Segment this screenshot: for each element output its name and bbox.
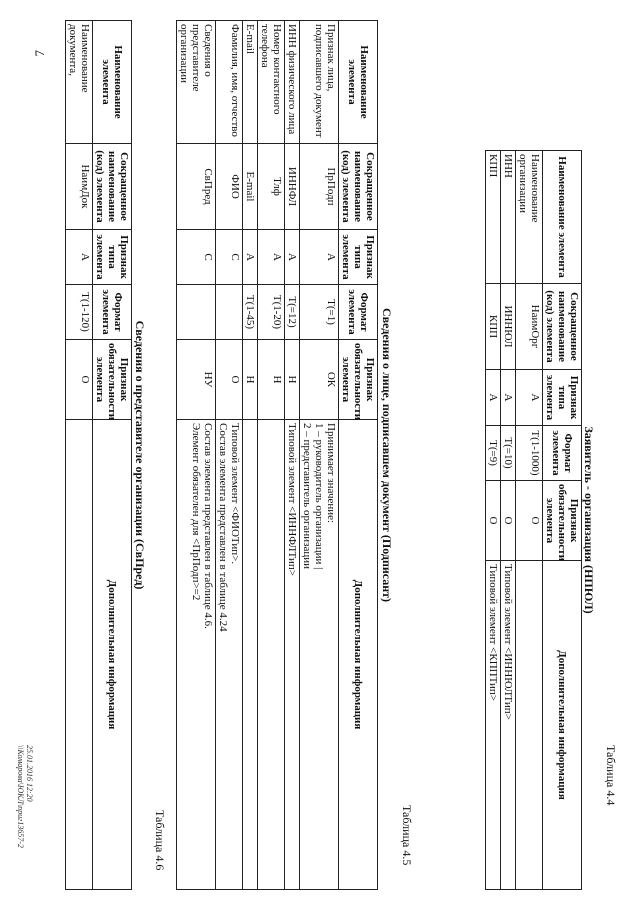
table-row [285,21,300,890]
table-row [177,21,216,890]
header-format: Формат элемента [543,426,582,481]
cell-info: Типовой элемент <ИННЮЛТип> [501,561,516,890]
cell-info: Типовой элемент <КППТип> [486,561,501,890]
cell-type: С [216,230,243,285]
table-header-row [339,21,378,890]
cell-format: T(1-20) [258,285,285,340]
cell-info [243,420,258,890]
table-title-4-4: Заявитель - организация (НПЮЛ) [582,426,596,614]
cell-code: E-mail [243,144,258,230]
cell-name: ИНН [501,151,516,284]
cell-name: Наименование документа, [66,21,93,144]
cell-required: О [486,481,501,561]
cell-required: Н [243,340,258,420]
header-info: Дополнительная информация [339,420,378,890]
table-4-5 [176,20,378,890]
cell-name: Наименование организации [516,151,543,284]
cell-name: Признак лица, подписавшего документ [300,21,339,144]
table-caption-4-5: Таблица 4.5 [400,805,414,866]
cell-type: А [258,230,285,285]
cell-required: О [216,340,243,420]
header-required: Признак обязательности элемента [543,481,582,561]
cell-info: Типовой элемент <ИННФЛТип> [285,420,300,890]
header-required: Признак обязательности элемента [93,340,132,420]
cell-name: Сведения о представителе организации [177,21,216,144]
table-row [486,151,501,890]
header-name: Наименование элемента [339,21,378,144]
footer-path: \\Комарова\ЮКЛ\приг13657-2 [16,745,25,848]
table-title-4-6: Сведения о представителе организации (СвПред) [133,320,147,590]
cell-required: Н [258,340,285,420]
cell-code: Тлф [258,144,285,230]
table-row [216,21,243,890]
table-4-6 [65,20,132,890]
cell-info [66,420,93,890]
cell-type: А [243,230,258,285]
table-row [258,21,285,890]
cell-type: А [486,370,501,426]
cell-format: T(=9) [486,426,501,481]
cell-code: НаимДок [66,144,93,230]
cell-required: НУ [177,340,216,420]
header-name: Наименование элемента [93,21,132,144]
header-format: Формат элемента [93,285,132,340]
cell-format: T(1-45) [243,285,258,340]
table-4-4 [485,150,582,890]
cell-required: ОК [300,340,339,420]
footer-stamp [16,745,34,848]
table-row [66,21,93,890]
cell-format: T(=10) [501,426,516,481]
table-caption-4-6: Таблица 4.6 [153,810,167,871]
header-required: Признак обязательности элемента [339,340,378,420]
cell-info [258,420,285,890]
cell-code: ФИО [216,144,243,230]
cell-name: КПП [486,151,501,284]
cell-format: T(=1) [300,285,339,340]
cell-code: ИННФЛ [285,144,300,230]
table-caption-4-4: Таблица 4.4 [604,745,618,806]
cell-code: КПП [486,284,501,370]
cell-format [216,285,243,340]
header-info: Дополнительная информация [543,561,582,890]
cell-type: А [516,370,543,426]
cell-name: ИНН физического лица [285,21,300,144]
cell-info: Типовой элемент <ФИОТип>. Состав элемента представлен в таблице 4.24 [216,420,243,890]
cell-name: Фамилия, имя, отчество [216,21,243,144]
cell-info [516,561,543,890]
cell-code: СвПред [177,144,216,230]
cell-code: ИННЮЛ [501,284,516,370]
cell-format [177,285,216,340]
cell-type: А [300,230,339,285]
cell-type: А [285,230,300,285]
cell-format: T(1-120) [66,285,93,340]
cell-format: T(=12) [285,285,300,340]
footer-date: 25.01.2016 12:20 [25,745,34,802]
cell-type: С [177,230,216,285]
cell-code: НаимОрг [516,284,543,370]
cell-required: О [66,340,93,420]
cell-type: А [501,370,516,426]
cell-format: T(1-1000) [516,426,543,481]
cell-required: Н [285,340,300,420]
header-name: Наименование элемента [543,151,582,284]
table-header-row [543,151,582,890]
header-code: Сокращенное наименование (код) элемента [339,144,378,230]
cell-type: А [66,230,93,285]
cell-required: О [501,481,516,561]
table-row [243,21,258,890]
cell-code: ПрПодп [300,144,339,230]
table-row [516,151,543,890]
cell-name: E-mail [243,21,258,144]
table-row [501,151,516,890]
header-format: Формат элемента [339,285,378,340]
header-code: Сокращенное наименование (код) элемента [543,284,582,370]
table-header-row [93,21,132,890]
table-title-4-5: Сведения о лице, подписавшем документ (Подписант) [380,307,394,603]
cell-info: Принимает значение: 1 – руководитель организации | 2 – представитель организации [300,420,339,890]
header-info: Дополнительная информация [93,420,132,890]
header-type: Признак типа элемента [93,230,132,285]
page-number: 7 [32,50,47,57]
header-code: Сокращенное наименование (код) элемента [93,144,132,230]
cell-required: О [516,481,543,561]
cell-name: Номер контактного телефона [258,21,285,144]
header-type: Признак типа элемента [543,370,582,426]
table-row [300,21,339,890]
cell-info: Состав элемента представлен в таблице 4.6. Элемент обязателен для <ПрПодп>=2 [177,420,216,890]
header-type: Признак типа элемента [339,230,378,285]
